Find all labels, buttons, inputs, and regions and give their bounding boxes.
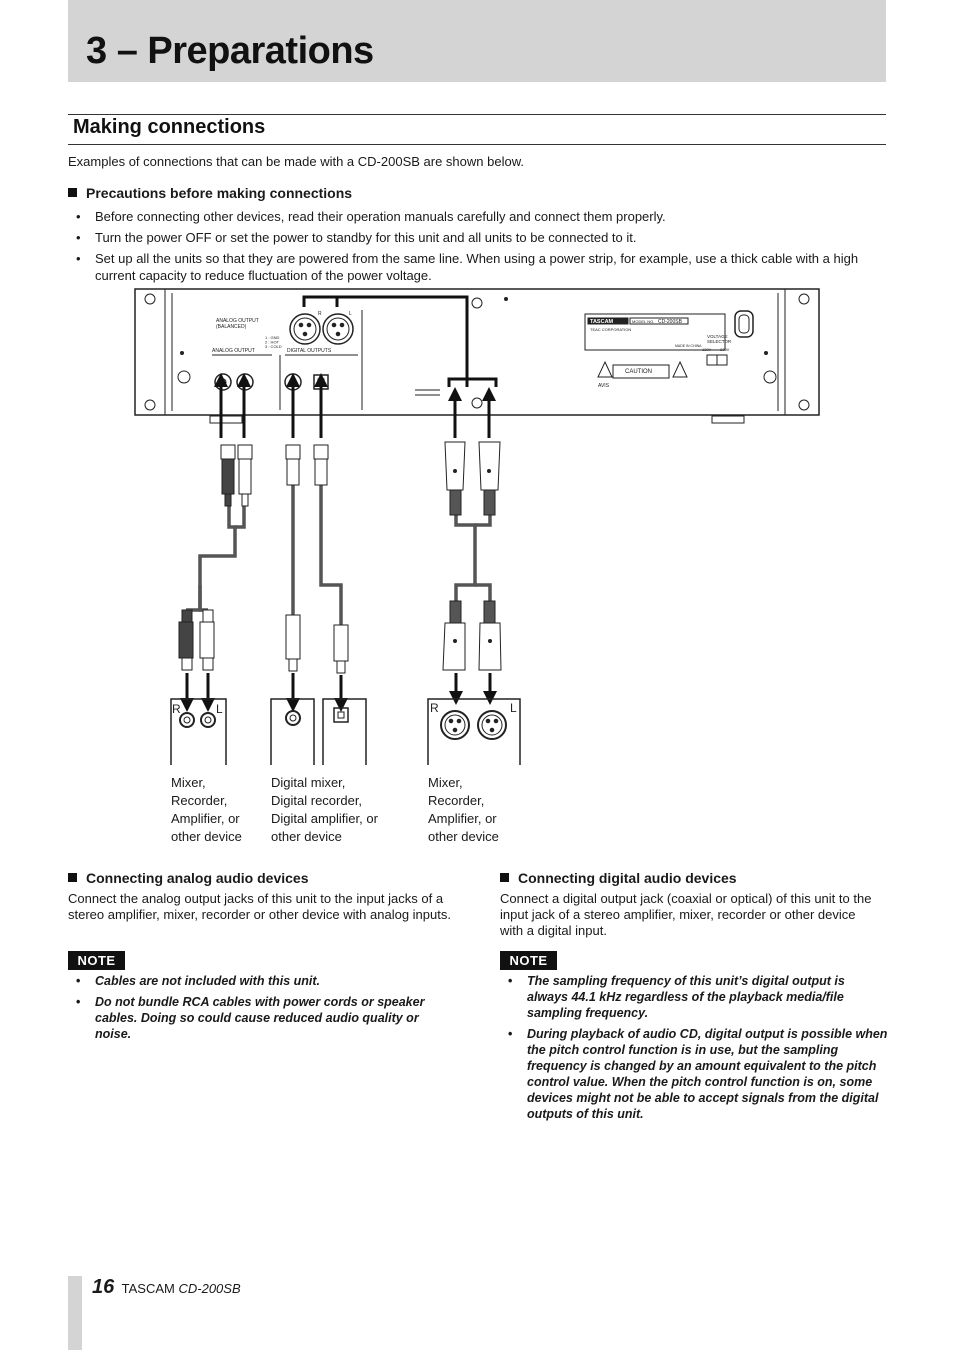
digital-note-badge: NOTE — [500, 951, 557, 970]
digital-body: Connect a digital output jack (coaxial or optical) of this unit to the input jack of a stereo amplifier, mixer, recorder or other device with a digital input. — [500, 891, 872, 938]
analog-note-badge: NOTE — [68, 951, 125, 970]
bullet-icon: • — [508, 974, 513, 988]
note-text: During playback of audio CD, digital output is possible when the pitch control function is in use, but the sampling frequency is changed by an amount equivalent to the pitch control value. When the pitch control function is on, some devices might not be able to accept signals from the digital outputs of this unit. — [527, 1027, 888, 1121]
label-avis: AVIS — [598, 383, 610, 389]
digital-heading-text: Connecting digital audio devices — [518, 870, 737, 886]
digital-notes — [500, 973, 888, 1127]
square-bullet-icon — [68, 188, 77, 197]
device-balanced-l: L — [510, 701, 517, 715]
note-text: Do not bundle RCA cables with power cords or speaker cables. Doing so could cause reduced audio quality or noise. — [95, 995, 425, 1041]
rca-plugs-bottom — [179, 610, 348, 673]
section-rule-bottom — [68, 144, 886, 145]
section-rule-top — [68, 114, 886, 115]
rear-panel — [135, 289, 819, 423]
arrows-to-unit — [214, 373, 496, 438]
list-item-text: Set up all the units so that they are powered from the same line. When using a power strip, for example, use a thick cable with a high current capacity to reduce fluctuation of the power voltage. — [95, 251, 859, 283]
arrows-to-devices — [180, 673, 497, 712]
device-label-digital: Digital mixer, Digital recorder, Digital amplifier, or other device — [271, 775, 378, 844]
list-item — [500, 973, 888, 1021]
label-analog-output-balanced: ANALOG OUTPUT (BALANCED) — [216, 318, 259, 330]
analog-body: Connect the analog output jacks of this unit to the input jacks of a stereo amplifier, mixer, recorder or other device with analog inputs. — [68, 891, 451, 922]
bullet-icon: • — [508, 1027, 513, 1041]
label-pin-legend: 1 : GND 2 : HOT 3 : COLD — [265, 335, 282, 350]
label-model: CD-200SB — [658, 319, 682, 325]
section-intro: Examples of connections that can be made with a CD-200SB are shown below. — [68, 154, 524, 169]
list-item — [68, 250, 888, 284]
bullet-icon: • — [76, 251, 81, 266]
precautions-heading-text: Precautions before making connections — [86, 185, 353, 201]
device-digital — [271, 699, 366, 765]
label-brand: TASCAM — [590, 319, 614, 325]
bullet-icon: • — [76, 974, 81, 988]
device-label-balanced: Mixer, Recorder, Amplifier, or other device — [428, 775, 499, 844]
label-company: TEAC CORPORATION — [590, 327, 632, 332]
square-bullet-icon — [500, 873, 509, 882]
page-number: 16 — [92, 1276, 115, 1298]
list-item — [68, 994, 458, 1042]
digital-heading — [500, 870, 737, 887]
square-bullet-icon — [68, 873, 77, 882]
label-voltage-selector: VOLTAGE SELECTOR — [707, 334, 732, 345]
page-footer — [92, 1276, 241, 1299]
label-caution: CAUTION — [625, 369, 652, 375]
list-item — [68, 229, 888, 246]
note-text: Cables are not included with this unit. — [95, 974, 321, 988]
bullet-icon: • — [76, 995, 81, 1009]
footer-bar — [68, 1276, 82, 1350]
note-text: The sampling frequency of this unit’s digital output is always 44.1 kHz regardless of the playback media/file sampling frequency. — [527, 974, 845, 1020]
analog-heading-text: Connecting analog audio devices — [86, 870, 309, 886]
xlr-plugs-top — [445, 442, 500, 515]
precautions-heading — [68, 185, 352, 202]
device-analog — [171, 699, 226, 765]
chapter-title: 3 – Preparations — [86, 30, 374, 72]
device-analog-r: R — [172, 702, 181, 716]
bullet-icon: • — [76, 209, 81, 224]
label-model-no: MODEL NO. — [632, 319, 655, 324]
device-label-analog: Mixer, Recorder, Amplifier, or other device — [171, 775, 242, 844]
list-item-text: Before connecting other devices, read their operation manuals carefully and connect them properly. — [95, 209, 666, 224]
list-item — [500, 1026, 888, 1122]
analog-notes — [68, 973, 458, 1047]
footer-model: CD-200SB — [178, 1281, 241, 1296]
list-item — [68, 973, 458, 989]
list-item — [68, 208, 888, 225]
label-made-in: MADE IN CHINA — [675, 344, 702, 348]
xlr-plugs-bottom — [443, 601, 501, 670]
device-analog-l: L — [216, 702, 223, 716]
device-balanced — [428, 699, 520, 765]
precautions-list — [68, 208, 888, 288]
label-digital-outputs: DIGITAL OUTPUTS — [287, 348, 332, 354]
list-item-text: Turn the power OFF or set the power to standby for this unit and all units to be connected to it. — [95, 230, 637, 245]
connection-diagram — [130, 285, 825, 765]
label-analog-output: ANALOG OUTPUT — [212, 348, 255, 354]
label-xlr-l: L — [349, 311, 352, 317]
label-120v: 120V — [702, 347, 712, 352]
label-230v: 230V — [720, 347, 730, 352]
label-xlr-r: R — [318, 311, 322, 317]
rca-plugs-top — [221, 445, 328, 506]
bullet-icon: • — [76, 230, 81, 245]
analog-heading — [68, 870, 308, 887]
device-balanced-r: R — [430, 701, 439, 715]
footer-brand: TASCAM — [121, 1281, 175, 1296]
section-title: Making connections — [73, 116, 266, 138]
